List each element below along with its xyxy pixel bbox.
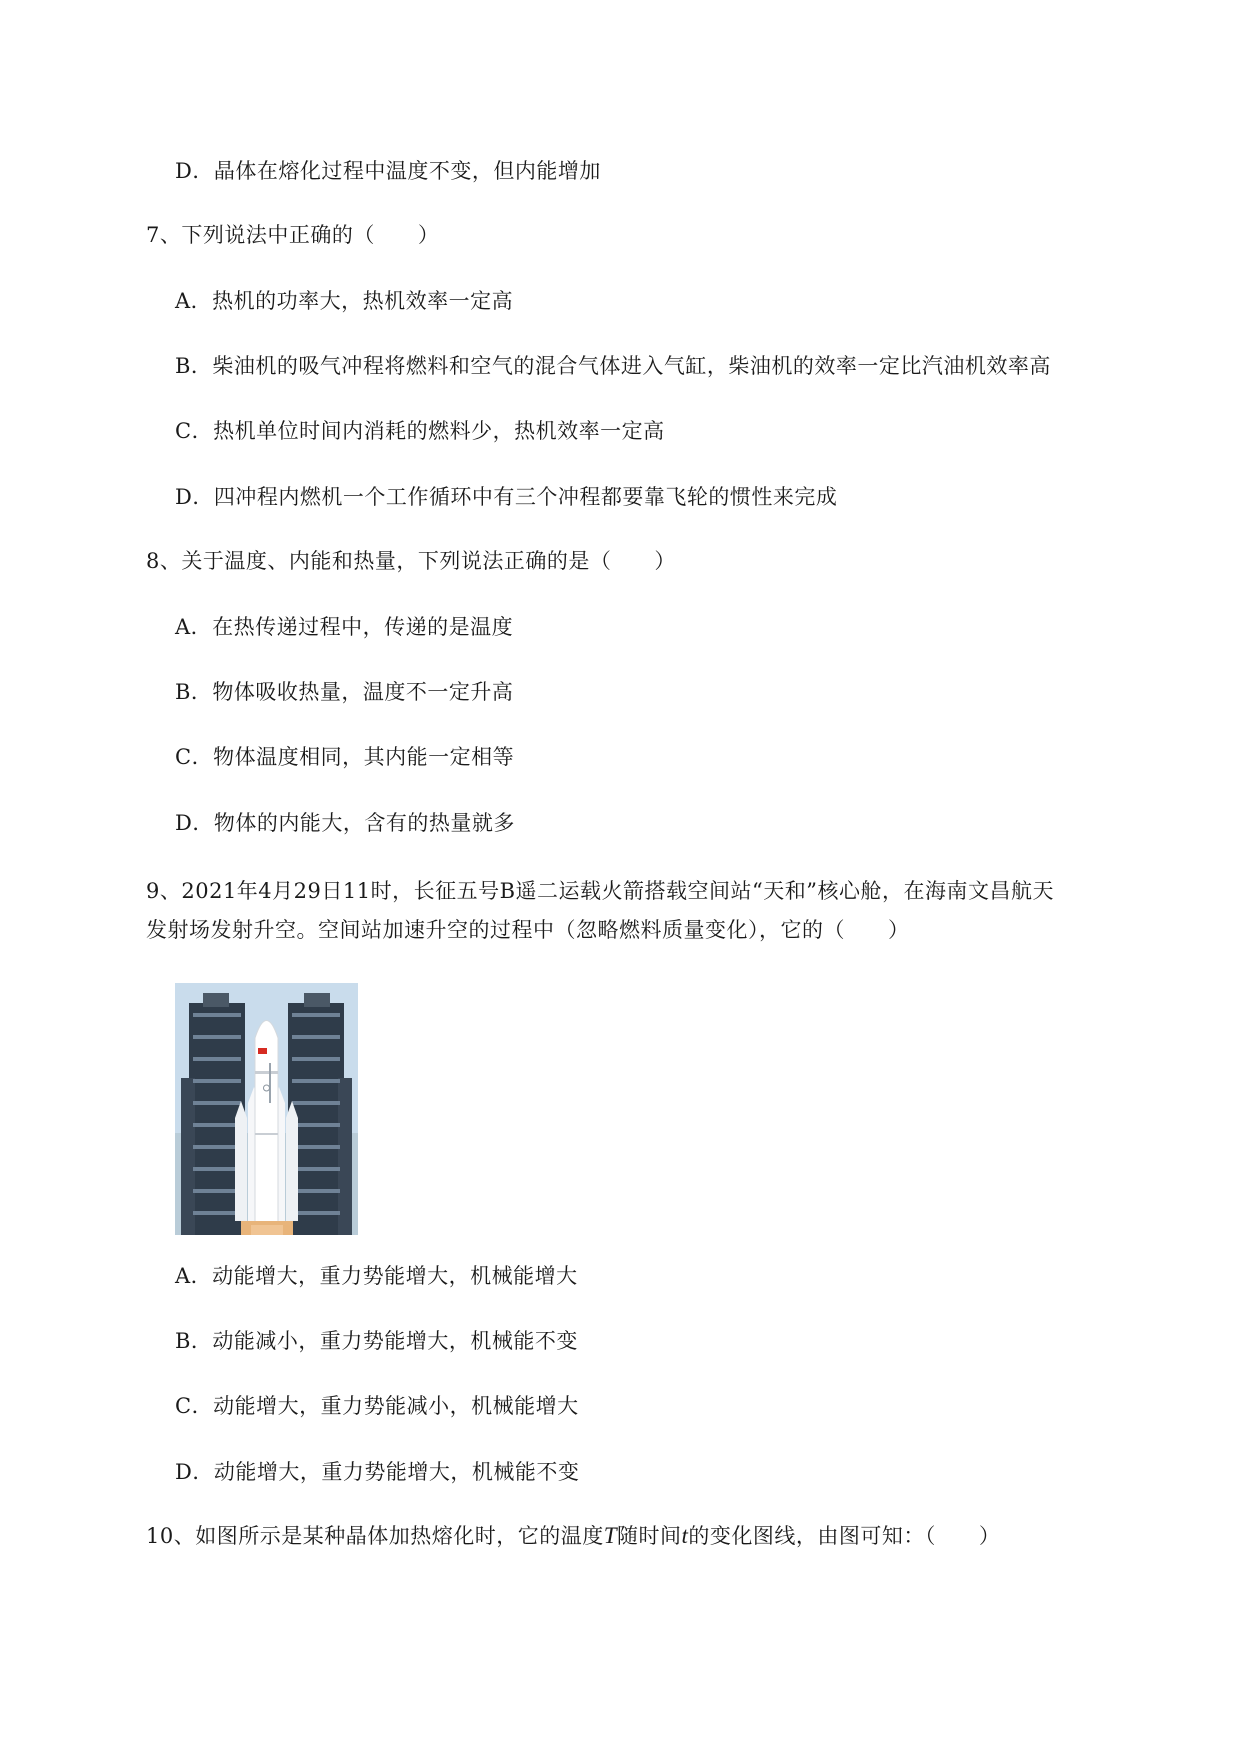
question-10-text-1: 10、如图所示是某种晶体加热熔化时，它的温度 (146, 1524, 604, 1548)
option-8a: A．在热传递过程中，传递的是温度 (175, 615, 514, 639)
option-9c: C．动能增大，重力势能减小，机械能增大 (175, 1394, 579, 1418)
option-8c: C．物体温度相同，其内能一定相等 (175, 745, 515, 769)
rocket-launch-image (175, 983, 358, 1235)
option-7d: D．四冲程内燃机一个工作循环中有三个冲程都要靠飞轮的惯性来完成 (175, 485, 838, 509)
option-8d: D．物体的内能大，含有的热量就多 (175, 811, 515, 835)
question-10-text-2: 随时间 (617, 1524, 682, 1548)
question-9-cont: 发射场发射升空。空间站加速升空的过程中（忽略燃料质量变化），它的（ ） (146, 918, 910, 942)
option-9a: A．动能增大，重力势能增大，机械能增大 (175, 1264, 578, 1288)
option-8b: B．物体吸收热量，温度不一定升高 (175, 680, 514, 704)
question-8: 8、关于温度、内能和热量，下列说法正确的是（ ） (146, 549, 676, 573)
variable-t: t (681, 1523, 689, 1548)
variable-T: T (603, 1523, 618, 1548)
question-10-text-3: 的变化图线，由图可知：（ ） (688, 1524, 1001, 1548)
question-10 (146, 1520, 1000, 1552)
option-7c: C．热机单位时间内消耗的燃料少，热机效率一定高 (175, 419, 665, 443)
option-6d: D．晶体在熔化过程中温度不变，但内能增加 (175, 159, 601, 183)
question-7: 7、下列说法中正确的（ ） (146, 223, 440, 247)
option-7a: A．热机的功率大，热机效率一定高 (175, 289, 514, 313)
option-7b: B．柴油机的吸气冲程将燃料和空气的混合气体进入气缸，柴油机的效率一定比汽油机效率高 (175, 354, 1051, 378)
option-9b: B．动能减小，重力势能增大，机械能不变 (175, 1329, 578, 1353)
question-9: 9、2021年4月29日11时，长征五号B遥二运载火箭搭载空间站“天和”核心舱，在海南文昌航天 (146, 879, 1055, 903)
option-9d: D．动能增大，重力势能增大，机械能不变 (175, 1460, 580, 1484)
